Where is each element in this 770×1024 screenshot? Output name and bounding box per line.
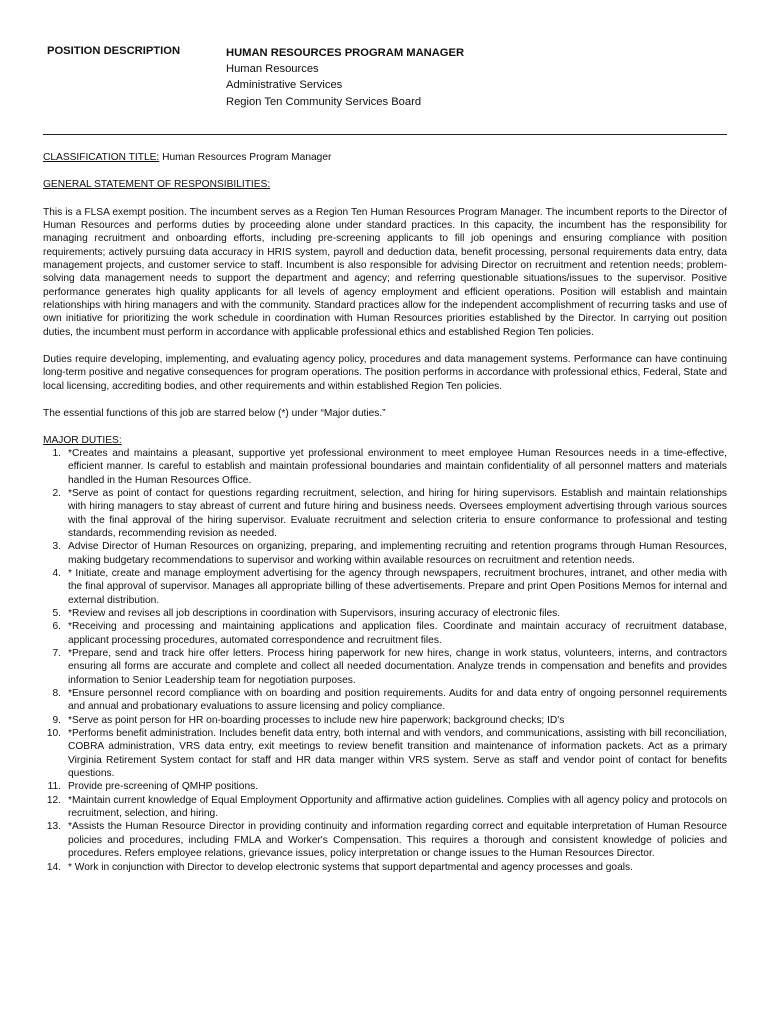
organization-name: Region Ten Community Services Board xyxy=(226,95,422,108)
duty-item xyxy=(43,567,727,607)
duty-text: *Prepare, send and track hire offer letters. Process hiring paperwork for new hires, change in work status, volunteers, interns, and contractors ensuring all forms are accurate and complete and collect all needed documentation. Analyze trends in compensation and benefits and provides information to Senior Leadership team for negotiation purposes. xyxy=(68,648,727,686)
duty-text: Advise Director of Human Resources on organizing, preparing, and implementing recruiting and retention programs through Human Resources, making budgetary recommendations to supervisor and working within available resources on recruitment and retention needs. xyxy=(68,541,727,566)
essential-functions-note: The essential functions of this job are starred below (*) under “Major duties.” xyxy=(43,408,386,420)
general-statement-paragraph-2: Duties require developing, implementing, and evaluating agency policy, procedures and data management systems. Performance can have continuing long-term positive and negative consequences for program operations. The position performs in accordance with professional ethics, Federal, State and local licensing, accrediting bodies, and other requirements and within established Region Ten policies. xyxy=(43,354,727,392)
duty-item xyxy=(43,820,727,860)
duty-text: *Ensure personnel record compliance with on boarding and position requirements. Audits for and data entry of ongoing personnel requirements and annual and probationary evaluations to assure licensing and policy compliance. xyxy=(68,688,727,713)
duty-text: *Creates and maintains a pleasant, supportive yet professional environment to meet employee Human Resources needs in a time-effective, efficient manner. Is careful to establish and maintain professional boundaries and maintain confidentiality of all personnel matters and materials handled in the Human Resources Office. xyxy=(68,447,727,486)
duty-number: 14. xyxy=(46,861,61,873)
duty-item xyxy=(43,714,727,727)
duty-item xyxy=(43,540,727,567)
duty-number: 1. xyxy=(52,447,61,459)
division-name: Administrative Services xyxy=(226,79,343,92)
duty-number: 6. xyxy=(52,621,61,633)
duty-text: *Maintain current knowledge of Equal Employment Opportunity and affirmative action guidelines. Complies with all agency policy and protocols on recruitment, selection, and hiring. xyxy=(68,794,727,820)
major-duties-heading: MAJOR DUTIES: xyxy=(43,434,122,446)
position-title: HUMAN RESOURCES PROGRAM MANAGER xyxy=(226,47,465,59)
major-duties-list xyxy=(43,447,727,874)
duty-item xyxy=(43,607,727,620)
duty-item xyxy=(43,794,727,821)
duty-number: 4. xyxy=(52,567,61,579)
duty-item xyxy=(43,861,727,874)
duty-item xyxy=(43,620,727,647)
header-divider xyxy=(43,134,727,135)
classification-value: Human Resources Program Manager xyxy=(159,152,332,163)
general-statement-heading: GENERAL STATEMENT OF RESPONSIBILITIES: xyxy=(43,179,271,191)
duty-number: 12. xyxy=(46,794,61,806)
duty-text: Provide pre-screening of QMHP positions. xyxy=(68,781,259,793)
position-header xyxy=(226,45,464,110)
document-body xyxy=(43,151,727,874)
position-description-label: POSITION DESCRIPTION xyxy=(47,45,181,57)
duty-text: *Performs benefit administration. Includes benefit data entry, both internal and with vendors, and communications, assisting with bill reconciliation, COBRA administration, VRS data entry, exit meetings to review benefit transition and maintenance of information packets. Act as a primary Virginia Retirement System contact for staff and HR data manger within VRS system. Serve as staff and vendor point of contact for benefits questions. xyxy=(68,728,727,780)
duty-number: 2. xyxy=(52,487,61,499)
duty-item xyxy=(43,687,727,714)
duty-item xyxy=(43,727,727,780)
duty-text: *Review and revises all job descriptions in coordination with Supervisors, insuring accuracy of electronic files. xyxy=(68,607,561,619)
department-name: Human Resources xyxy=(226,63,319,76)
duty-item xyxy=(43,487,727,540)
duty-number: 5. xyxy=(52,607,61,619)
duty-number: 3. xyxy=(52,541,61,553)
classification-label: CLASSIFICATION TITLE: xyxy=(43,152,160,163)
duty-number: 13. xyxy=(46,821,61,833)
duty-text: * Initiate, create and manage employment advertising for the agency through newspapers, recruitment brochures, intranet, and other media with the final approval of supervisor. Manages all appropriate billing of these advertisements. Prepare and print Open Positions Memos for internal and external distribution. xyxy=(68,567,727,606)
duty-text: *Serve as point of contact for questions regarding recruitment, selection, and hiring for hiring supervisors. Establish and maintain relationships with hiring managers to stay abreast of current and future hiring and business needs. Oversees employment advertising through various sources with the final approval of the hiring supervisor. Evaluate recruitment and selection criteria to ensure conformance to professional and testing standards, recommending revision as needed. xyxy=(68,487,727,539)
duty-number: 11. xyxy=(47,781,61,793)
duty-text: *Assists the Human Resource Director in providing continuity and information regarding correct and equitable interpretation of Human Resource policies and procedures, including FMLA and Worker's Compensation. This requires a thorough and consistent knowledge of policies and procedures. Refers employee relations, grievance issues, policy interpretation or change issues to the Human Resources Director. xyxy=(68,821,727,860)
duty-number: 7. xyxy=(52,648,61,659)
duty-number: 10. xyxy=(46,728,61,740)
duty-number: 8. xyxy=(52,688,61,700)
duty-text: *Serve as point person for HR on-boarding processes to include new hire paperwork; background checks; ID's xyxy=(68,714,565,726)
duty-item xyxy=(43,447,727,487)
duty-text: *Receiving and processing and maintaining applications and application files. Coordinate and maintain accuracy of recruitment database, applicant processing procedures, automated correspondence and recruitment files. xyxy=(68,621,727,646)
duty-item xyxy=(43,780,727,793)
classification-line xyxy=(43,151,727,164)
general-statement-paragraph-1: This is a FLSA exempt position. The incumbent serves as a Region Ten Human Resources Program Manager. The incumbent reports to the Director of Human Resources and performs duties by proceeding alone under standard practices. In this capacity, the incumbent has the responsibility for managing recruitment and onboarding efforts, including pre-screening applicants to fill job openings and ensuring compliance with position requirements; actively pursuing data accuracy in HRIS system, payroll and deduction data, benefit processing, personal requirements data entry, data management projects, and customer service to staff. Incumbent is also responsible for advising Director on recruitment and retention needs; problem-solving data management needs to support the department and agency; and referring questionable situations/issues to the supervisor. Positive performance generates high quality applicants for all levels of agency employment and efficient operations. Position will establish and maintain relationships with hiring managers and with the community. Standard practices allow for the independent accomplishment of recurring tasks and use of own initiative for prioritizing the work schedule in coordination with Human Resources priorities established by the Director. In carrying out position duties, the incumbent must perform in accordance with applicable professional ethics and established Region Ten policies. xyxy=(43,206,727,338)
duty-number: 9. xyxy=(52,714,61,726)
duty-text: * Work in conjunction with Director to develop electronic systems that support departmental and agency processes and goals. xyxy=(68,861,633,873)
duty-item xyxy=(43,647,727,687)
